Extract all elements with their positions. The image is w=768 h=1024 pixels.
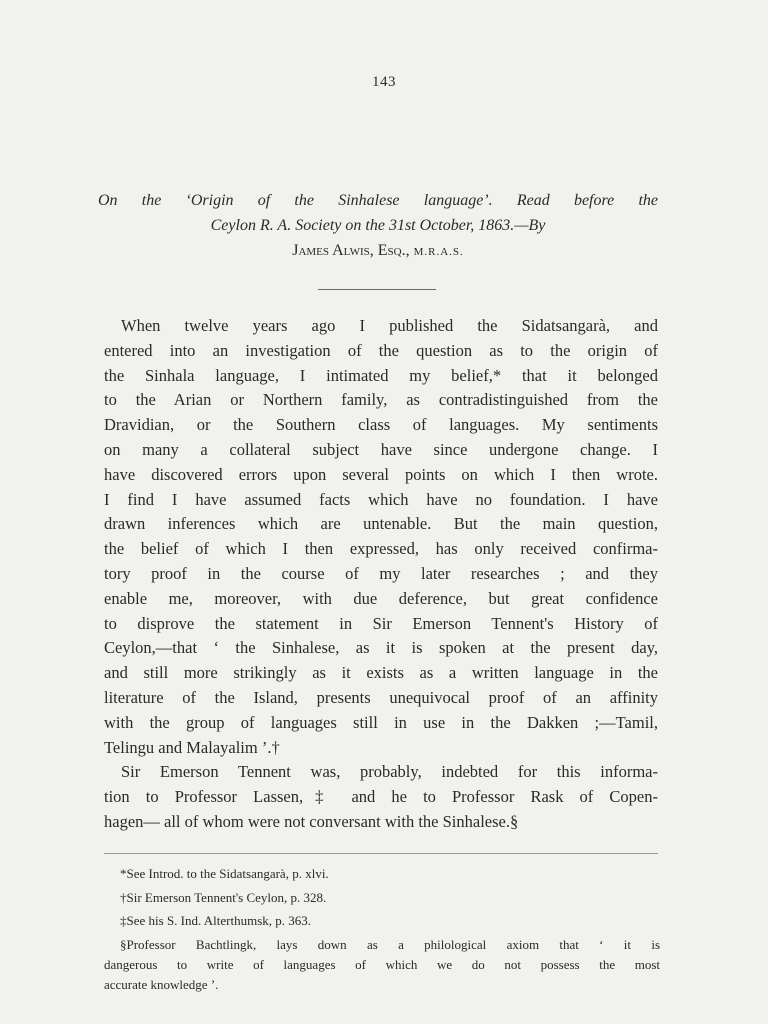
- author-credentials: M.R.A.S.: [413, 246, 464, 258]
- footnote-3: ‡See his S. Ind. Alterthumsk, p. 363.: [120, 913, 312, 928]
- footnote-2: †Sir Emerson Tennent's Ceylon, p. 328.: [120, 889, 327, 905]
- body-line: tory proof in the course of my later researches ; and they: [104, 563, 658, 583]
- title-line-1: On the ‘Origin of the Sinhalese language’. Read before the: [98, 192, 658, 209]
- body-line: have discovered errors upon several points on which I then wrote.: [104, 464, 658, 484]
- body-line: to disprove the statement in Sir Emerson Tennent's History of: [104, 613, 658, 633]
- body-line: and still more strikingly as it exists as a written language in the: [104, 663, 658, 683]
- body-line: the Sinhala language, I intimated my belief,* that it belonged: [104, 365, 658, 385]
- body-line: enable me, moreover, with due deference, but great confidence: [104, 588, 658, 608]
- footnote-4-line-1: §Professor Bachtlingk, lays down as a philological axiom that ‘ it is: [120, 936, 660, 952]
- title-line-2: Ceylon R. A. Society on the 31st October, 1863.—By: [210, 217, 546, 234]
- page-number: 143: [372, 74, 396, 90]
- body-line: on many a collateral subject have since undergone change. I: [104, 439, 658, 459]
- body-line: entered into an investigation of the question as to the origin of: [104, 340, 658, 360]
- body-line: to the Arian or Northern family, as contradistinguished from the: [104, 390, 658, 410]
- body-line: Ceylon,—that ‘ the Sinhalese, as it is spoken at the present day,: [104, 638, 658, 658]
- author-line: [98, 238, 658, 265]
- body-line: drawn inferences which are untenable. But the main question,: [104, 514, 658, 534]
- footnote-1: *See Introd. to the Sidatsangarà, p. xlvi.: [120, 866, 329, 881]
- body-line: Dravidian, or the Southern class of languages. My sentiments: [104, 415, 658, 435]
- body-line: Telingu and Malayalim ’.†: [104, 737, 280, 757]
- author-name: James Alwis, Esq.,: [292, 242, 410, 259]
- body-line: with the group of languages still in use in the Dakken ;—Tamil,: [104, 712, 658, 732]
- body-line: When twelve years ago I published the Sidatsangarà, and: [121, 316, 658, 335]
- footnote-divider: [104, 853, 658, 854]
- body-line: Sir Emerson Tennent was, probably, indebted for this informa-: [121, 762, 658, 782]
- footnote-4-line-2: dangerous to write of languages of which we do not possess the most: [104, 956, 660, 972]
- article-title: [98, 188, 658, 265]
- footnote-4-line-3: accurate knowledge ’.: [104, 976, 219, 992]
- body-line: the belief of which I then expressed, has only received confirma-: [104, 539, 658, 559]
- body-paragraphs: [104, 314, 658, 835]
- body-line: hagen— all of whom were not conversant with the Sinhalese.§: [104, 811, 519, 831]
- title-divider: [318, 289, 436, 290]
- body-line: tion to Professor Lassen,‡ and he to Professor Rask of Copen-: [104, 787, 658, 807]
- body-line: I find I have assumed facts which have no foundation. I have: [104, 489, 658, 509]
- footnotes: [104, 862, 660, 995]
- body-line: literature of the Island, presents unequivocal proof of an affinity: [104, 687, 658, 707]
